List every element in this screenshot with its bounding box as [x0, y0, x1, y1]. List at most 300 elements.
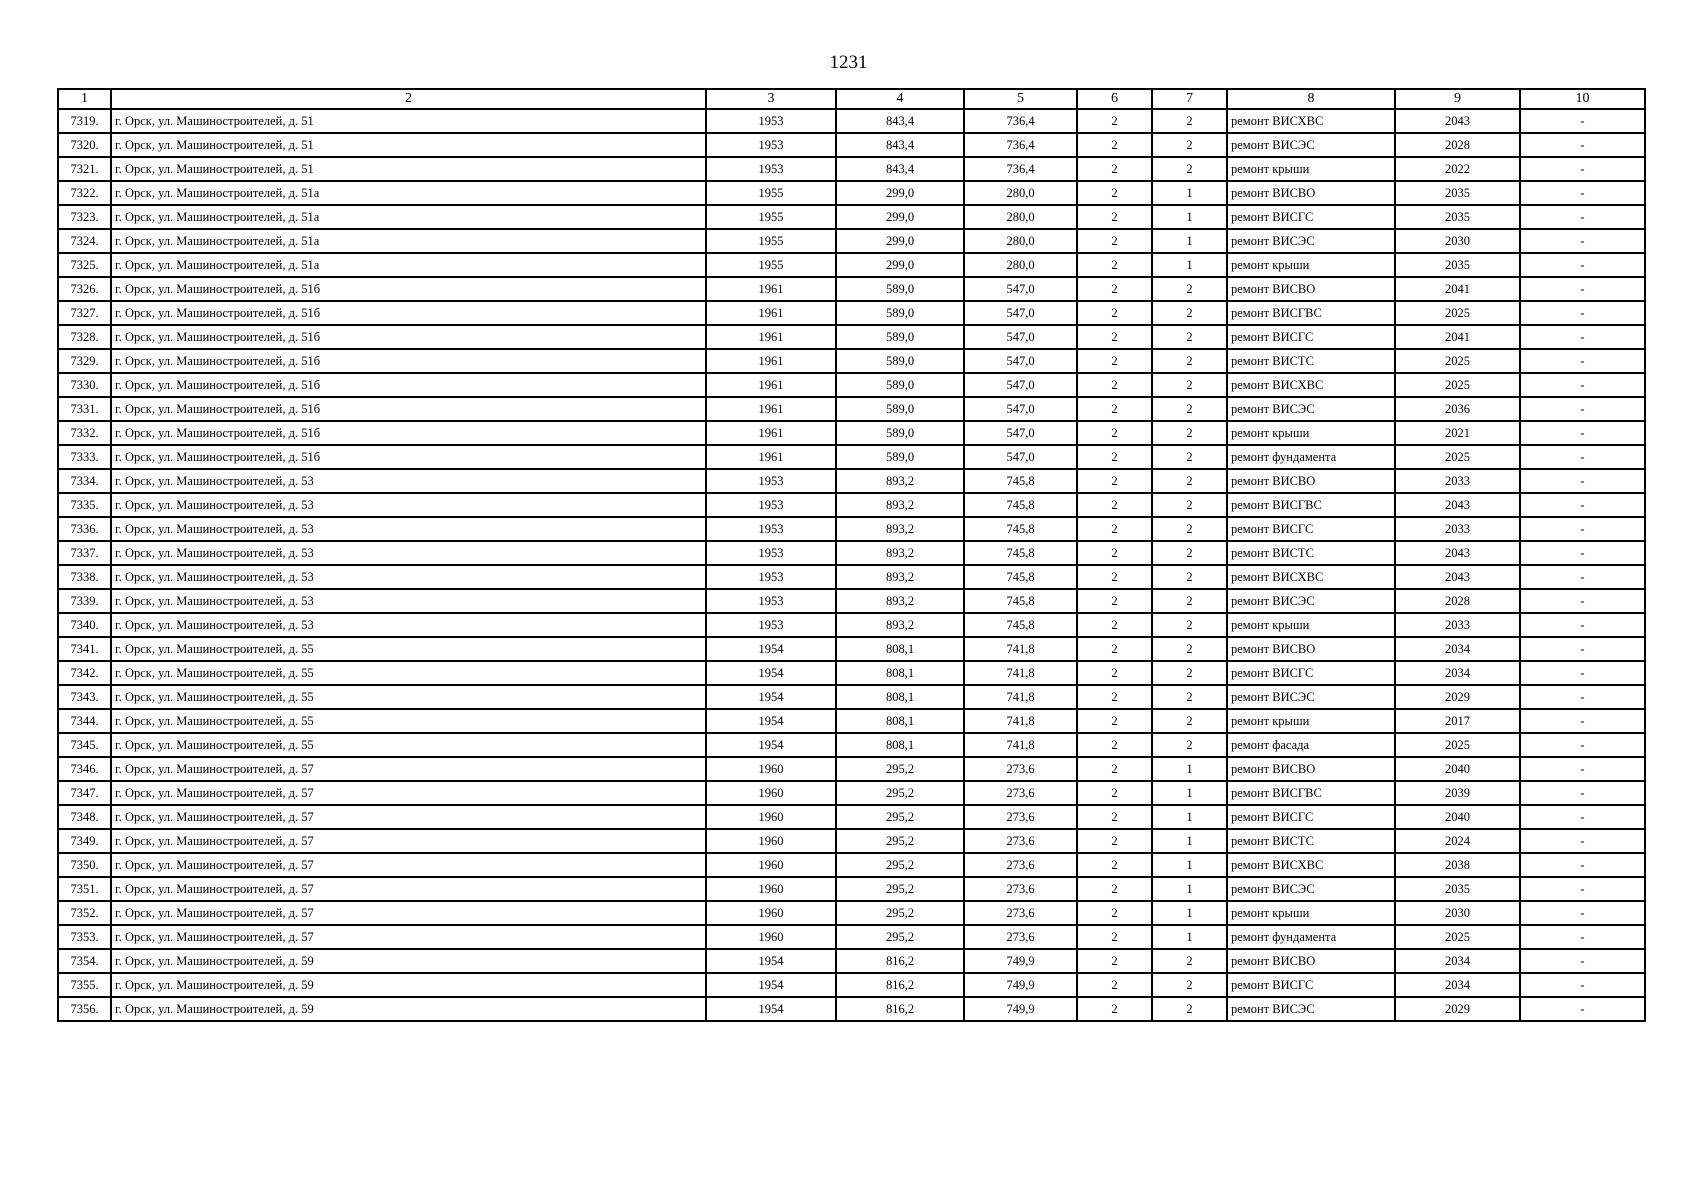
total-area-cell: 808,1: [836, 685, 964, 709]
row-number-cell: 7344.: [58, 709, 111, 733]
living-area-cell: 745,8: [964, 613, 1077, 637]
planned-year-cell: 2034: [1395, 637, 1520, 661]
floors-cell: 2: [1077, 133, 1152, 157]
work-type-cell: ремонт ВИСЭС: [1227, 229, 1395, 253]
year-built-cell: 1954: [706, 973, 836, 997]
total-area-cell: 589,0: [836, 301, 964, 325]
work-type-cell: ремонт ВИСГС: [1227, 805, 1395, 829]
total-area-cell: 843,4: [836, 133, 964, 157]
total-area-cell: 808,1: [836, 661, 964, 685]
table-row: [58, 229, 1645, 253]
entrances-cell: 2: [1152, 493, 1227, 517]
total-area-cell: 893,2: [836, 517, 964, 541]
living-area-cell: 273,6: [964, 853, 1077, 877]
planned-year-cell: 2040: [1395, 757, 1520, 781]
work-type-cell: ремонт ВИСТС: [1227, 541, 1395, 565]
entrances-cell: 1: [1152, 805, 1227, 829]
floors-cell: 2: [1077, 421, 1152, 445]
year-built-cell: 1961: [706, 349, 836, 373]
note-cell: -: [1520, 877, 1645, 901]
address-cell: г. Орск, ул. Машиностроителей, д. 59: [111, 949, 706, 973]
total-area-cell: 893,2: [836, 469, 964, 493]
note-cell: -: [1520, 109, 1645, 133]
address-cell: г. Орск, ул. Машиностроителей, д. 55: [111, 637, 706, 661]
floors-cell: 2: [1077, 829, 1152, 853]
table-body: [58, 109, 1645, 1021]
note-cell: -: [1520, 493, 1645, 517]
living-area-cell: 273,6: [964, 925, 1077, 949]
total-area-cell: 295,2: [836, 805, 964, 829]
living-area-cell: 547,0: [964, 445, 1077, 469]
planned-year-cell: 2039: [1395, 781, 1520, 805]
table-row: [58, 157, 1645, 181]
table-row: [58, 133, 1645, 157]
floors-cell: 2: [1077, 469, 1152, 493]
work-type-cell: ремонт ВИСТС: [1227, 829, 1395, 853]
floors-cell: 2: [1077, 517, 1152, 541]
floors-cell: 2: [1077, 853, 1152, 877]
address-cell: г. Орск, ул. Машиностроителей, д. 51б: [111, 373, 706, 397]
entrances-cell: 2: [1152, 445, 1227, 469]
column-header: 5: [964, 89, 1077, 109]
address-cell: г. Орск, ул. Машиностроителей, д. 55: [111, 685, 706, 709]
floors-cell: 2: [1077, 901, 1152, 925]
entrances-cell: 1: [1152, 829, 1227, 853]
planned-year-cell: 2033: [1395, 613, 1520, 637]
entrances-cell: 2: [1152, 109, 1227, 133]
year-built-cell: 1953: [706, 133, 836, 157]
row-number-cell: 7330.: [58, 373, 111, 397]
column-header: 10: [1520, 89, 1645, 109]
row-number-cell: 7354.: [58, 949, 111, 973]
year-built-cell: 1955: [706, 205, 836, 229]
address-cell: г. Орск, ул. Машиностроителей, д. 57: [111, 853, 706, 877]
note-cell: -: [1520, 925, 1645, 949]
entrances-cell: 1: [1152, 901, 1227, 925]
planned-year-cell: 2034: [1395, 973, 1520, 997]
row-number-cell: 7321.: [58, 157, 111, 181]
floors-cell: 2: [1077, 565, 1152, 589]
total-area-cell: 808,1: [836, 709, 964, 733]
total-area-cell: 299,0: [836, 229, 964, 253]
floors-cell: 2: [1077, 877, 1152, 901]
work-type-cell: ремонт ВИСТС: [1227, 349, 1395, 373]
work-type-cell: ремонт крыши: [1227, 709, 1395, 733]
column-header: 6: [1077, 89, 1152, 109]
planned-year-cell: 2041: [1395, 325, 1520, 349]
work-type-cell: ремонт ВИСХВС: [1227, 373, 1395, 397]
total-area-cell: 893,2: [836, 613, 964, 637]
row-number-cell: 7329.: [58, 349, 111, 373]
year-built-cell: 1961: [706, 445, 836, 469]
total-area-cell: 295,2: [836, 853, 964, 877]
planned-year-cell: 2043: [1395, 493, 1520, 517]
table-row: [58, 373, 1645, 397]
address-cell: г. Орск, ул. Машиностроителей, д. 57: [111, 757, 706, 781]
year-built-cell: 1961: [706, 301, 836, 325]
address-cell: г. Орск, ул. Машиностроителей, д. 51: [111, 157, 706, 181]
planned-year-cell: 2022: [1395, 157, 1520, 181]
living-area-cell: 280,0: [964, 253, 1077, 277]
table-row: [58, 661, 1645, 685]
living-area-cell: 749,9: [964, 973, 1077, 997]
living-area-cell: 273,6: [964, 901, 1077, 925]
note-cell: -: [1520, 349, 1645, 373]
entrances-cell: 2: [1152, 373, 1227, 397]
total-area-cell: 843,4: [836, 157, 964, 181]
floors-cell: 2: [1077, 253, 1152, 277]
total-area-cell: 295,2: [836, 925, 964, 949]
work-type-cell: ремонт ВИСГВС: [1227, 301, 1395, 325]
work-type-cell: ремонт крыши: [1227, 901, 1395, 925]
table-row: [58, 589, 1645, 613]
table-row: [58, 781, 1645, 805]
address-cell: г. Орск, ул. Машиностроителей, д. 57: [111, 781, 706, 805]
row-number-cell: 7333.: [58, 445, 111, 469]
work-type-cell: ремонт ВИСГВС: [1227, 493, 1395, 517]
floors-cell: 2: [1077, 373, 1152, 397]
year-built-cell: 1953: [706, 517, 836, 541]
entrances-cell: 2: [1152, 589, 1227, 613]
note-cell: -: [1520, 229, 1645, 253]
year-built-cell: 1953: [706, 469, 836, 493]
work-type-cell: ремонт фундамента: [1227, 445, 1395, 469]
work-type-cell: ремонт ВИСВО: [1227, 949, 1395, 973]
entrances-cell: 1: [1152, 181, 1227, 205]
row-number-cell: 7347.: [58, 781, 111, 805]
entrances-cell: 2: [1152, 685, 1227, 709]
address-cell: г. Орск, ул. Машиностроителей, д. 57: [111, 805, 706, 829]
address-cell: г. Орск, ул. Машиностроителей, д. 57: [111, 829, 706, 853]
living-area-cell: 745,8: [964, 469, 1077, 493]
table-row: [58, 925, 1645, 949]
address-cell: г. Орск, ул. Машиностроителей, д. 51а: [111, 253, 706, 277]
planned-year-cell: 2030: [1395, 901, 1520, 925]
planned-year-cell: 2033: [1395, 517, 1520, 541]
living-area-cell: 273,6: [964, 757, 1077, 781]
year-built-cell: 1960: [706, 805, 836, 829]
year-built-cell: 1961: [706, 277, 836, 301]
floors-cell: 2: [1077, 205, 1152, 229]
total-area-cell: 589,0: [836, 277, 964, 301]
note-cell: -: [1520, 637, 1645, 661]
year-built-cell: 1960: [706, 925, 836, 949]
work-type-cell: ремонт крыши: [1227, 421, 1395, 445]
address-cell: г. Орск, ул. Машиностроителей, д. 51а: [111, 229, 706, 253]
total-area-cell: 843,4: [836, 109, 964, 133]
floors-cell: 2: [1077, 661, 1152, 685]
address-cell: г. Орск, ул. Машиностроителей, д. 51б: [111, 397, 706, 421]
row-number-cell: 7319.: [58, 109, 111, 133]
floors-cell: 2: [1077, 733, 1152, 757]
address-cell: г. Орск, ул. Машиностроителей, д. 51: [111, 133, 706, 157]
year-built-cell: 1955: [706, 229, 836, 253]
note-cell: -: [1520, 949, 1645, 973]
planned-year-cell: 2030: [1395, 229, 1520, 253]
header-row: [58, 89, 1645, 109]
address-cell: г. Орск, ул. Машиностроителей, д. 53: [111, 493, 706, 517]
floors-cell: 2: [1077, 229, 1152, 253]
entrances-cell: 2: [1152, 397, 1227, 421]
work-type-cell: ремонт ВИСГС: [1227, 325, 1395, 349]
floors-cell: 2: [1077, 541, 1152, 565]
table-row: [58, 349, 1645, 373]
table-row: [58, 901, 1645, 925]
living-area-cell: 749,9: [964, 949, 1077, 973]
living-area-cell: 741,8: [964, 709, 1077, 733]
total-area-cell: 589,0: [836, 421, 964, 445]
total-area-cell: 589,0: [836, 445, 964, 469]
work-type-cell: ремонт крыши: [1227, 613, 1395, 637]
table-row: [58, 565, 1645, 589]
entrances-cell: 2: [1152, 973, 1227, 997]
floors-cell: 2: [1077, 493, 1152, 517]
note-cell: -: [1520, 133, 1645, 157]
row-number-cell: 7334.: [58, 469, 111, 493]
work-type-cell: ремонт ВИСВО: [1227, 637, 1395, 661]
note-cell: -: [1520, 541, 1645, 565]
note-cell: -: [1520, 901, 1645, 925]
total-area-cell: 589,0: [836, 373, 964, 397]
year-built-cell: 1954: [706, 661, 836, 685]
planned-year-cell: 2021: [1395, 421, 1520, 445]
planned-year-cell: 2025: [1395, 445, 1520, 469]
living-area-cell: 280,0: [964, 205, 1077, 229]
floors-cell: 2: [1077, 925, 1152, 949]
year-built-cell: 1960: [706, 829, 836, 853]
total-area-cell: 299,0: [836, 181, 964, 205]
planned-year-cell: 2035: [1395, 253, 1520, 277]
table-row: [58, 805, 1645, 829]
floors-cell: 2: [1077, 397, 1152, 421]
note-cell: -: [1520, 709, 1645, 733]
work-type-cell: ремонт ВИСХВС: [1227, 565, 1395, 589]
row-number-cell: 7352.: [58, 901, 111, 925]
year-built-cell: 1961: [706, 397, 836, 421]
planned-year-cell: 2043: [1395, 109, 1520, 133]
year-built-cell: 1954: [706, 709, 836, 733]
floors-cell: 2: [1077, 685, 1152, 709]
floors-cell: 2: [1077, 277, 1152, 301]
year-built-cell: 1953: [706, 565, 836, 589]
living-area-cell: 745,8: [964, 589, 1077, 613]
column-header: 7: [1152, 89, 1227, 109]
table-row: [58, 493, 1645, 517]
entrances-cell: 2: [1152, 517, 1227, 541]
living-area-cell: 547,0: [964, 277, 1077, 301]
note-cell: -: [1520, 853, 1645, 877]
living-area-cell: 741,8: [964, 661, 1077, 685]
entrances-cell: 2: [1152, 709, 1227, 733]
address-cell: г. Орск, ул. Машиностроителей, д. 55: [111, 733, 706, 757]
planned-year-cell: 2025: [1395, 349, 1520, 373]
planned-year-cell: 2034: [1395, 661, 1520, 685]
floors-cell: 2: [1077, 349, 1152, 373]
table-row: [58, 829, 1645, 853]
note-cell: -: [1520, 757, 1645, 781]
living-area-cell: 273,6: [964, 805, 1077, 829]
planned-year-cell: 2035: [1395, 181, 1520, 205]
year-built-cell: 1961: [706, 421, 836, 445]
row-number-cell: 7325.: [58, 253, 111, 277]
table-row: [58, 949, 1645, 973]
row-number-cell: 7323.: [58, 205, 111, 229]
table-row: [58, 541, 1645, 565]
total-area-cell: 589,0: [836, 325, 964, 349]
entrances-cell: 2: [1152, 565, 1227, 589]
planned-year-cell: 2035: [1395, 205, 1520, 229]
address-cell: г. Орск, ул. Машиностроителей, д. 53: [111, 469, 706, 493]
entrances-cell: 2: [1152, 469, 1227, 493]
row-number-cell: 7335.: [58, 493, 111, 517]
row-number-cell: 7336.: [58, 517, 111, 541]
column-header: 1: [58, 89, 111, 109]
living-area-cell: 736,4: [964, 133, 1077, 157]
address-cell: г. Орск, ул. Машиностроителей, д. 53: [111, 613, 706, 637]
planned-year-cell: 2024: [1395, 829, 1520, 853]
work-type-cell: ремонт ВИСЭС: [1227, 397, 1395, 421]
column-header: 3: [706, 89, 836, 109]
planned-year-cell: 2036: [1395, 397, 1520, 421]
year-built-cell: 1953: [706, 157, 836, 181]
floors-cell: 2: [1077, 757, 1152, 781]
work-type-cell: ремонт ВИСЭС: [1227, 997, 1395, 1021]
year-built-cell: 1961: [706, 373, 836, 397]
planned-year-cell: 2029: [1395, 685, 1520, 709]
note-cell: -: [1520, 973, 1645, 997]
living-area-cell: 280,0: [964, 229, 1077, 253]
note-cell: -: [1520, 181, 1645, 205]
entrances-cell: 2: [1152, 541, 1227, 565]
entrances-cell: 2: [1152, 733, 1227, 757]
entrances-cell: 2: [1152, 949, 1227, 973]
planned-year-cell: 2028: [1395, 133, 1520, 157]
work-type-cell: ремонт ВИСЭС: [1227, 685, 1395, 709]
floors-cell: 2: [1077, 973, 1152, 997]
table-row: [58, 973, 1645, 997]
year-built-cell: 1954: [706, 997, 836, 1021]
floors-cell: 2: [1077, 613, 1152, 637]
work-type-cell: ремонт ВИСВО: [1227, 469, 1395, 493]
address-cell: г. Орск, ул. Машиностроителей, д. 53: [111, 565, 706, 589]
address-cell: г. Орск, ул. Машиностроителей, д. 51б: [111, 277, 706, 301]
total-area-cell: 589,0: [836, 349, 964, 373]
row-number-cell: 7351.: [58, 877, 111, 901]
row-number-cell: 7355.: [58, 973, 111, 997]
living-area-cell: 547,0: [964, 301, 1077, 325]
floors-cell: 2: [1077, 709, 1152, 733]
year-built-cell: 1961: [706, 325, 836, 349]
entrances-cell: 1: [1152, 925, 1227, 949]
table-row: [58, 253, 1645, 277]
planned-year-cell: 2033: [1395, 469, 1520, 493]
total-area-cell: 816,2: [836, 973, 964, 997]
address-cell: г. Орск, ул. Машиностроителей, д. 57: [111, 901, 706, 925]
living-area-cell: 736,4: [964, 109, 1077, 133]
living-area-cell: 745,8: [964, 517, 1077, 541]
table-row: [58, 421, 1645, 445]
entrances-cell: 1: [1152, 853, 1227, 877]
column-header: 8: [1227, 89, 1395, 109]
planned-year-cell: 2034: [1395, 949, 1520, 973]
row-number-cell: 7327.: [58, 301, 111, 325]
row-number-cell: 7326.: [58, 277, 111, 301]
table-row: [58, 517, 1645, 541]
address-cell: г. Орск, ул. Машиностроителей, д. 59: [111, 997, 706, 1021]
table-row: [58, 637, 1645, 661]
row-number-cell: 7343.: [58, 685, 111, 709]
entrances-cell: 2: [1152, 421, 1227, 445]
planned-year-cell: 2043: [1395, 541, 1520, 565]
year-built-cell: 1960: [706, 901, 836, 925]
entrances-cell: 1: [1152, 781, 1227, 805]
work-type-cell: ремонт ВИСГС: [1227, 661, 1395, 685]
address-cell: г. Орск, ул. Машиностроителей, д. 51а: [111, 181, 706, 205]
table-row: [58, 469, 1645, 493]
entrances-cell: 2: [1152, 157, 1227, 181]
address-cell: г. Орск, ул. Машиностроителей, д. 51б: [111, 445, 706, 469]
note-cell: -: [1520, 157, 1645, 181]
entrances-cell: 2: [1152, 277, 1227, 301]
note-cell: -: [1520, 277, 1645, 301]
work-type-cell: ремонт крыши: [1227, 253, 1395, 277]
table-row: [58, 325, 1645, 349]
planned-year-cell: 2025: [1395, 301, 1520, 325]
year-built-cell: 1960: [706, 877, 836, 901]
floors-cell: 2: [1077, 949, 1152, 973]
address-cell: г. Орск, ул. Машиностроителей, д. 51б: [111, 301, 706, 325]
work-type-cell: ремонт ВИСХВС: [1227, 109, 1395, 133]
address-cell: г. Орск, ул. Машиностроителей, д. 51б: [111, 421, 706, 445]
address-cell: г. Орск, ул. Машиностроителей, д. 51б: [111, 349, 706, 373]
work-type-cell: ремонт крыши: [1227, 157, 1395, 181]
table-row: [58, 877, 1645, 901]
note-cell: -: [1520, 421, 1645, 445]
work-type-cell: ремонт фундамента: [1227, 925, 1395, 949]
note-cell: -: [1520, 469, 1645, 493]
row-number-cell: 7338.: [58, 565, 111, 589]
total-area-cell: 295,2: [836, 757, 964, 781]
column-header: 2: [111, 89, 706, 109]
address-cell: г. Орск, ул. Машиностроителей, д. 55: [111, 709, 706, 733]
address-cell: г. Орск, ул. Машиностроителей, д. 57: [111, 925, 706, 949]
living-area-cell: 547,0: [964, 397, 1077, 421]
living-area-cell: 749,9: [964, 997, 1077, 1021]
floors-cell: 2: [1077, 157, 1152, 181]
work-type-cell: ремонт ВИСХВС: [1227, 853, 1395, 877]
floors-cell: 2: [1077, 805, 1152, 829]
note-cell: -: [1520, 373, 1645, 397]
address-cell: г. Орск, ул. Машиностроителей, д. 55: [111, 661, 706, 685]
work-type-cell: ремонт ВИСВО: [1227, 757, 1395, 781]
planned-year-cell: 2043: [1395, 565, 1520, 589]
floors-cell: 2: [1077, 325, 1152, 349]
planned-year-cell: 2029: [1395, 997, 1520, 1021]
total-area-cell: 808,1: [836, 637, 964, 661]
row-number-cell: 7346.: [58, 757, 111, 781]
work-type-cell: ремонт фасада: [1227, 733, 1395, 757]
entrances-cell: 1: [1152, 757, 1227, 781]
planned-year-cell: 2017: [1395, 709, 1520, 733]
address-cell: г. Орск, ул. Машиностроителей, д. 51а: [111, 205, 706, 229]
row-number-cell: 7341.: [58, 637, 111, 661]
planned-year-cell: 2035: [1395, 877, 1520, 901]
living-area-cell: 745,8: [964, 493, 1077, 517]
floors-cell: 2: [1077, 181, 1152, 205]
total-area-cell: 893,2: [836, 589, 964, 613]
living-area-cell: 547,0: [964, 349, 1077, 373]
total-area-cell: 589,0: [836, 397, 964, 421]
